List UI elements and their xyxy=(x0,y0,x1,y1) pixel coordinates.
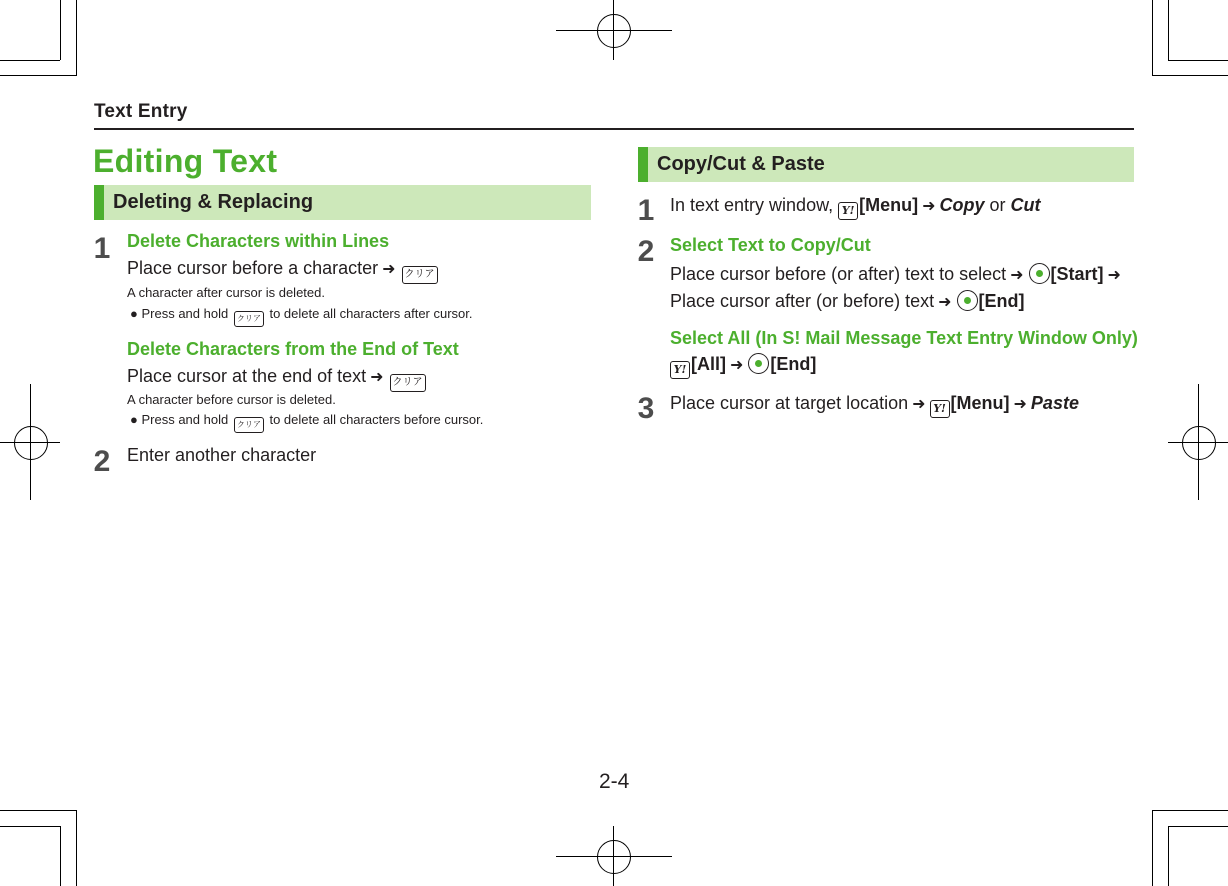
arrow-icon: ➜ xyxy=(1010,267,1024,284)
section-accent-bar xyxy=(638,147,648,182)
arrow-icon: ➜ xyxy=(1107,267,1121,284)
or-text: or xyxy=(989,195,1006,215)
clear-key-icon: クリア xyxy=(390,374,426,392)
step-text: Enter another character xyxy=(127,445,317,465)
instruction-line xyxy=(127,258,440,284)
subsection-title: Delete Characters from the End of Text xyxy=(127,339,459,359)
copy-label: Copy xyxy=(939,195,985,215)
section-header-copy-cut-paste xyxy=(638,147,1134,182)
center-key-icon xyxy=(1029,263,1050,284)
note-text: A character before cursor is deleted. xyxy=(127,392,336,407)
crop-mark-br-h2 xyxy=(1168,826,1228,827)
bullet-icon: ● xyxy=(130,306,138,321)
bullet-icon: ● xyxy=(130,412,138,427)
bullet-text-post: to delete all characters after cursor. xyxy=(269,306,473,321)
cut-label: Cut xyxy=(1010,195,1041,215)
paste-label: Paste xyxy=(1030,393,1079,413)
yahoo-key-icon: Y! xyxy=(670,361,690,379)
crop-mark-bl-h2 xyxy=(0,826,60,827)
crop-mark-tl-h2 xyxy=(0,60,60,61)
section-header-deleting xyxy=(94,185,591,220)
step-number: 2 xyxy=(93,445,111,478)
yahoo-key-icon: Y! xyxy=(930,400,950,418)
step-number: 3 xyxy=(637,392,655,425)
arrow-icon: ➜ xyxy=(370,369,384,386)
crop-mark-tr-v xyxy=(1152,0,1153,76)
step-line xyxy=(670,393,1079,418)
menu-label: [Menu] xyxy=(859,195,919,215)
step-number: 1 xyxy=(93,232,111,265)
center-key-icon xyxy=(957,290,978,311)
end-label: [End] xyxy=(978,291,1025,311)
arrow-icon: ➜ xyxy=(382,261,396,278)
section-title: Copy/Cut & Paste xyxy=(657,153,825,175)
clear-key-icon: クリア xyxy=(234,311,264,327)
clear-key-icon: クリア xyxy=(402,266,438,284)
step-text: Place cursor at target location xyxy=(670,393,909,413)
step-number: 1 xyxy=(637,194,655,227)
instruction-line xyxy=(670,263,1125,285)
crop-mark-br-v2 xyxy=(1168,826,1169,886)
instruction-line xyxy=(127,366,428,392)
bullet-note xyxy=(130,412,483,433)
crop-mark-tl-v2 xyxy=(60,0,61,60)
page-number: 2-4 xyxy=(599,770,630,793)
crop-mark-br-v xyxy=(1152,810,1153,886)
crop-mark-tr-v2 xyxy=(1168,0,1169,60)
section-title: Deleting & Replacing xyxy=(113,191,314,213)
center-key-icon xyxy=(748,353,769,374)
end-label: [End] xyxy=(770,354,817,374)
bullet-text-pre: Press and hold xyxy=(141,412,229,427)
crop-mark-tr-h2 xyxy=(1168,60,1228,61)
crop-mark-tl-h xyxy=(0,75,76,76)
header-rule xyxy=(94,128,1134,130)
crop-mark-bl-v xyxy=(76,810,77,886)
bullet-note xyxy=(130,306,473,327)
arrow-icon: ➜ xyxy=(1013,396,1027,413)
arrow-icon: ➜ xyxy=(938,294,952,311)
instruction-text: Place cursor after (or before) text xyxy=(670,291,935,311)
clear-key-icon: クリア xyxy=(234,417,264,433)
note-text: A character after cursor is deleted. xyxy=(127,285,325,300)
section-accent-bar xyxy=(94,185,104,220)
all-label: [All] xyxy=(691,354,726,374)
arrow-icon: ➜ xyxy=(912,396,926,413)
subsection-title: Delete Characters within Lines xyxy=(127,231,390,251)
bullet-text-post: to delete all characters before cursor. xyxy=(269,412,484,427)
arrow-icon: ➜ xyxy=(922,198,936,215)
running-header-title: Text Entry xyxy=(94,101,188,122)
step-text: In text entry window, xyxy=(670,195,834,215)
crop-mark-bl-v2 xyxy=(60,826,61,886)
step-number: 2 xyxy=(637,235,655,268)
bullet-text-pre: Press and hold xyxy=(141,306,229,321)
page-title: Editing Text xyxy=(93,143,278,179)
instruction-line xyxy=(670,353,816,379)
instruction-text: Place cursor before (or after) text to select xyxy=(670,264,1007,284)
instruction-text: Place cursor before a character xyxy=(127,258,379,278)
instruction-line xyxy=(670,290,1025,312)
crop-mark-tr-h xyxy=(1152,75,1228,76)
arrow-icon: ➜ xyxy=(730,357,744,374)
yahoo-key-icon: Y! xyxy=(838,202,858,220)
crop-mark-br-h xyxy=(1152,810,1228,811)
instruction-text: Place cursor at the end of text xyxy=(127,366,367,386)
subsection-title: Select All (In S! Mail Message Text Entry Window Only) xyxy=(670,328,1138,348)
menu-label: [Menu] xyxy=(950,393,1010,413)
step-line xyxy=(670,195,1041,220)
crop-mark-bl-h xyxy=(0,810,76,811)
subsection-title: Select Text to Copy/Cut xyxy=(670,235,871,255)
crop-mark-tl-v xyxy=(76,0,77,76)
start-label: [Start] xyxy=(1050,264,1104,284)
